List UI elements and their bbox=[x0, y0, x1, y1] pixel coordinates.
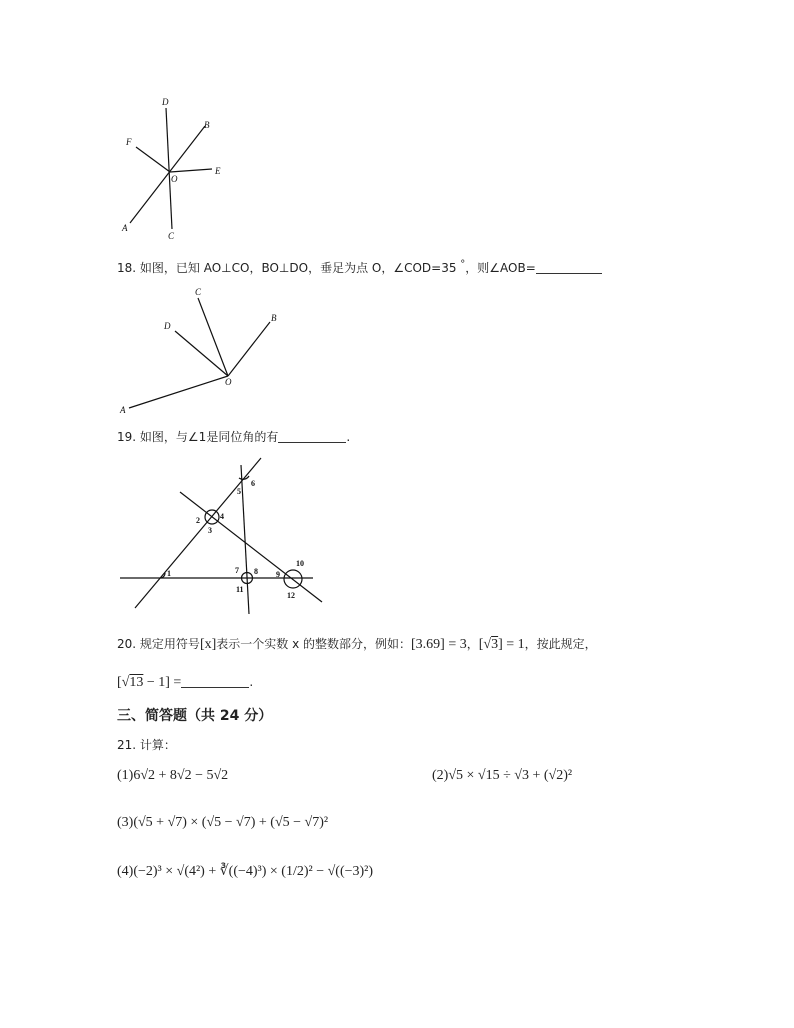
answer-blank[interactable] bbox=[181, 675, 249, 688]
label-6: 6 bbox=[251, 479, 255, 488]
expr-close: − 1] = bbox=[143, 675, 182, 690]
figure-q19 bbox=[115, 452, 330, 620]
ray-ob bbox=[228, 322, 270, 376]
expression-4: (4)(−2)³ × √(4²) + ∛((−4)³) × (1/2)² − √((−3)²) bbox=[117, 864, 374, 879]
label-7: 7 bbox=[235, 566, 239, 575]
question-number: 19. bbox=[117, 430, 137, 444]
example-2-open: [ bbox=[478, 637, 484, 652]
expr-radicand: 13 bbox=[129, 675, 144, 690]
question-20 bbox=[117, 634, 597, 655]
question-18 bbox=[117, 257, 602, 276]
ray-oc bbox=[198, 298, 228, 376]
example-1: [3.69] = 3 bbox=[411, 637, 467, 652]
question-21: 21. 计算： bbox=[117, 738, 176, 752]
example-2-radicand: 3 bbox=[491, 637, 499, 652]
ray-od bbox=[175, 331, 228, 376]
label-d: D bbox=[162, 97, 169, 107]
label-9: 9 bbox=[276, 570, 280, 579]
question-text: 如图，已知 AO⊥CO，BO⊥DO，垂足为点 O，∠COD=35 bbox=[139, 261, 461, 275]
label-o: O bbox=[225, 377, 232, 387]
question-tail: . bbox=[346, 430, 351, 444]
label-a: A bbox=[120, 405, 126, 415]
question-number: 18. bbox=[117, 261, 137, 275]
label-2: 2 bbox=[196, 516, 200, 525]
answer-blank[interactable] bbox=[278, 430, 346, 443]
question-tail: . bbox=[249, 675, 254, 689]
question-20-line-2 bbox=[117, 672, 253, 693]
label-o: O bbox=[171, 174, 178, 184]
label-d: D bbox=[164, 321, 171, 331]
label-c: C bbox=[195, 287, 202, 297]
label-b: B bbox=[204, 120, 210, 130]
degree-mark: ° bbox=[460, 259, 466, 270]
line-dc bbox=[166, 108, 172, 229]
label-5: 5 bbox=[237, 487, 241, 496]
label-12: 12 bbox=[287, 591, 295, 600]
symbol-bracket-x: [x] bbox=[199, 637, 217, 652]
question-text-1: 规定用符号 bbox=[139, 637, 200, 651]
label-4: 4 bbox=[220, 512, 224, 521]
question-number: 20. bbox=[117, 637, 137, 651]
expression-3: (3)(√5 + √7) × (√5 − √7) + (√5 − √7)² bbox=[117, 815, 329, 830]
figure-q18 bbox=[110, 284, 290, 419]
question-text: 如图，与∠1是同位角的有 bbox=[139, 430, 279, 444]
expr-open: [ bbox=[117, 675, 122, 690]
label-c: C bbox=[168, 231, 175, 241]
label-10: 10 bbox=[296, 559, 304, 568]
label-e: E bbox=[215, 166, 221, 176]
ray-of bbox=[136, 147, 170, 172]
label-3: 3 bbox=[208, 526, 212, 535]
example-2-close: ] = 1 bbox=[498, 637, 525, 652]
label-11: 11 bbox=[236, 585, 244, 594]
label-b: B bbox=[271, 313, 277, 323]
expression-1: (1)6√2 + 8√2 − 5√2 bbox=[117, 768, 229, 783]
label-8: 8 bbox=[254, 567, 258, 576]
section-title: 三、简答题（共 24 分） bbox=[117, 708, 273, 724]
question-19 bbox=[117, 429, 350, 445]
separator: ， bbox=[466, 637, 479, 651]
question-text-3: ，按此规定， bbox=[524, 637, 597, 651]
expression-2: (2)√5 × √15 ÷ √3 + (√2)² bbox=[432, 768, 573, 783]
label-1: 1 bbox=[167, 569, 171, 578]
label-a: A bbox=[122, 223, 128, 233]
ray-oe bbox=[170, 169, 212, 172]
label-f: F bbox=[126, 137, 132, 147]
line-falling bbox=[180, 492, 322, 602]
question-text-2: 表示一个实数 x 的整数部分，例如： bbox=[216, 637, 411, 651]
sqrt-sign: √ bbox=[121, 675, 130, 690]
sqrt-sign: √ bbox=[483, 637, 492, 652]
answer-blank[interactable] bbox=[536, 261, 602, 274]
figure-q17 bbox=[110, 92, 240, 242]
question-tail: ，则∠AOB= bbox=[465, 261, 536, 275]
ray-oa bbox=[129, 376, 228, 408]
